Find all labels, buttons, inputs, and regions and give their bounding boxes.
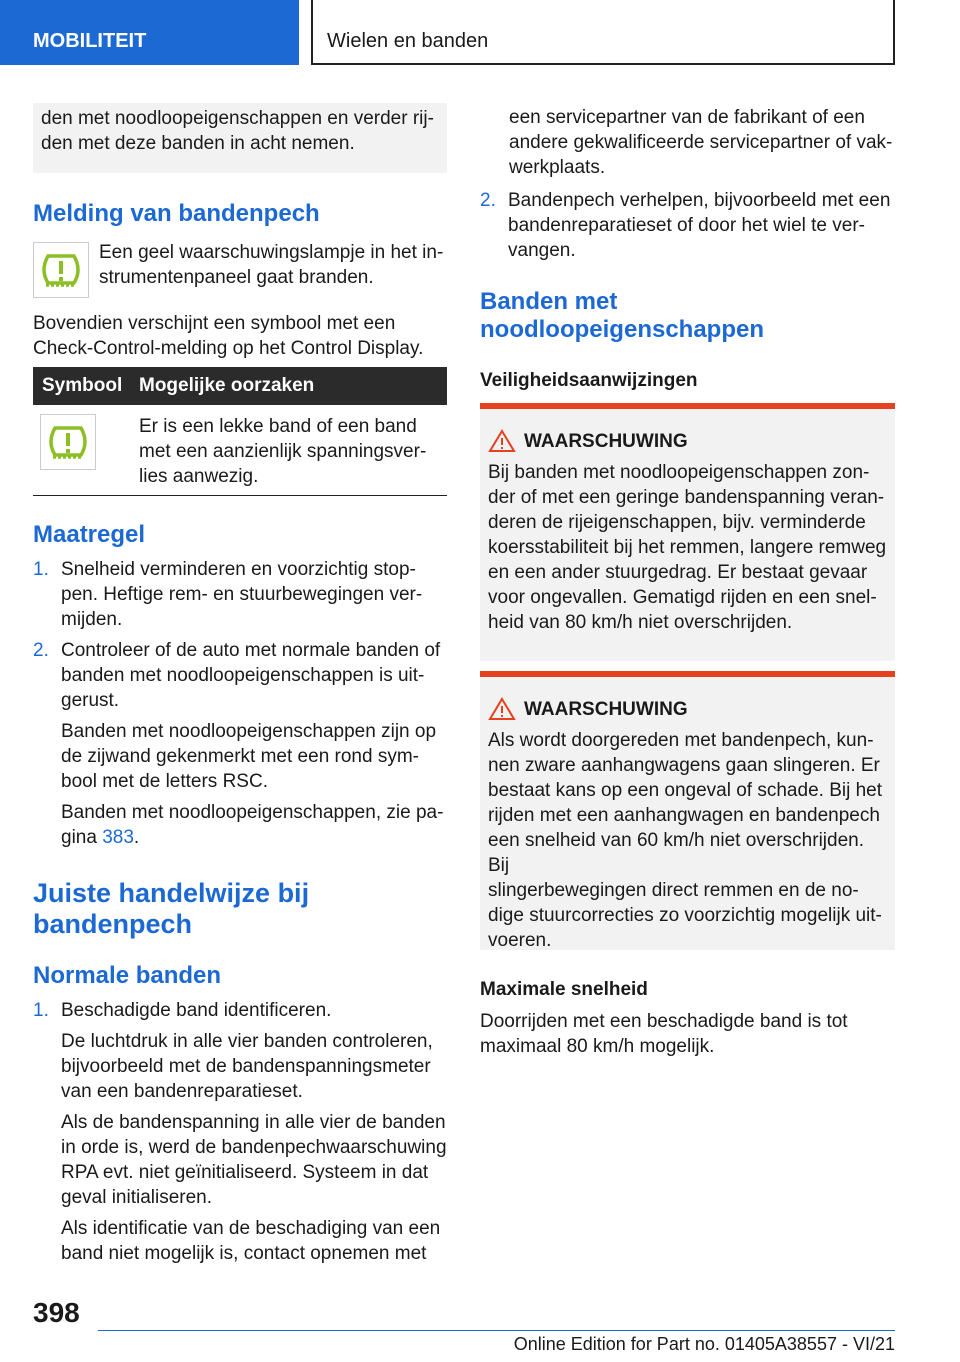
continued-list [480, 188, 900, 263]
table-divider [33, 495, 447, 496]
warning-text: heid van 80 km/h niet overschrijden. [488, 612, 793, 633]
max-speed-heading: Maximale snelheid [480, 979, 648, 1000]
step-text: gerust. [61, 690, 120, 711]
note-box [33, 103, 447, 173]
step-text: band niet mogelijk is, contact opnemen met [61, 1243, 427, 1264]
step-text [61, 825, 449, 850]
bovendien-text: Bovendien verschijnt een symbool met een [33, 313, 396, 334]
normale-list [33, 998, 449, 1266]
step-text: Banden met noodloopeigenschappen, zie pa- [61, 802, 444, 823]
heading-line: Juiste handelwijze bij [33, 878, 310, 908]
continued-step [509, 105, 899, 180]
step-text: een servicepartner van de fabrikant of een [509, 107, 865, 128]
table-col-oorzaken: Mogelijke oorzaken [139, 375, 315, 396]
footer-edition: Online Edition for Part no. 01405A38557 - VI/21 [513, 1334, 895, 1354]
page-link[interactable]: 383 [102, 827, 134, 848]
warning-text: Als wordt doorgereden met bandenpech, kun- [488, 730, 874, 751]
list-item [33, 638, 449, 850]
step-text: pen. Heftige rem- en stuurbewegingen ver- [61, 584, 423, 605]
step-text-part: . [133, 827, 140, 848]
warning-box [480, 403, 895, 661]
warning-text: rijden met een aanhangwagen en bandenpech [488, 805, 880, 826]
max-speed-text [480, 1009, 895, 1059]
step-text: Beschadigde band identificeren. [61, 1000, 332, 1021]
step-text: Als de bandenspanning in alle vier de banden [61, 1112, 446, 1133]
tire-pressure-warning-icon [33, 242, 89, 298]
table-cell-line: Er is een lekke band of een band [139, 416, 417, 437]
melding-text: strumentenpaneel gaat branden. [99, 267, 374, 288]
heading-line: bandenpech [33, 909, 193, 939]
warning-triangle-icon [488, 697, 516, 721]
melding-heading: Melding van bandenpech [33, 200, 320, 227]
bovendien-text: Check-Control-melding op het Control Display. [33, 338, 424, 359]
warning-box [480, 671, 895, 950]
warning-text: slingerbewegingen direct remmen en de no- [488, 880, 859, 901]
warning-text: bestaat kans op een ongeval of schade. Bij het [488, 780, 882, 801]
tire-pressure-warning-icon [40, 414, 96, 470]
safety-heading: Veiligheidsaanwijzingen [480, 370, 698, 391]
heading-line: noodloopeigenschappen [480, 316, 765, 343]
warning-title-text: WAARSCHUWING [524, 431, 688, 452]
section-tab: MOBILITEIT [0, 0, 299, 65]
step-text: bijvoorbeeld met de bandenspanningsmeter [61, 1056, 431, 1077]
warning-text: nen zware aanhangwagens gaan slingeren. Er [488, 755, 880, 776]
step-number: 1. [33, 559, 49, 580]
body-text: maximaal 80 km/h mogelijk. [480, 1036, 715, 1057]
chapter-title: Wielen en banden [311, 0, 895, 65]
step-text: van een bandenreparatieset. [61, 1081, 303, 1102]
page-number: 398 [33, 1297, 80, 1328]
list-item [33, 998, 449, 1266]
note-line: den met deze banden in acht nemen. [41, 133, 355, 154]
warning-text: voeren. [488, 930, 552, 951]
step-text: werkplaats. [509, 157, 606, 178]
maatregel-heading: Maatregel [33, 521, 146, 548]
body-text: Doorrijden met een beschadigde band is tot [480, 1011, 848, 1032]
step-text: Banden met noodloopeigenschappen zijn op [61, 721, 437, 742]
note-line: den met noodloopeigenschappen en verder rij- [41, 108, 434, 129]
table-col-symbool: Symbool [42, 375, 123, 396]
step-text: Bandenpech verhelpen, bijvoorbeeld met een [508, 190, 891, 211]
warning-title [488, 697, 887, 722]
table-cell-line: met een aanzienlijk spanningsver- [139, 441, 427, 462]
warning-text: dige stuurcorrecties zo voorzichtig mogelijk uit- [488, 905, 882, 926]
step-text: Snelheid verminderen en voorzichtig stop- [61, 559, 416, 580]
warning-text: der of met een geringe bandenspanning veran- [488, 487, 885, 508]
step-text: banden met noodloopeigenschappen is uit- [61, 665, 425, 686]
warning-text: Bij banden met noodloopeigenschappen zon- [488, 462, 870, 483]
footer-divider [98, 1330, 895, 1331]
table-header [33, 367, 447, 405]
normale-heading: Normale banden [33, 962, 222, 989]
step-text: andere gekwalificeerde servicepartner of vak- [509, 132, 893, 153]
step-number: 2. [33, 640, 49, 661]
step-text: in orde is, werd de bandenpechwaarschuwing [61, 1137, 447, 1158]
heading-line: Banden met [480, 288, 618, 315]
warning-text: en een ander stuurgedrag. Er bestaat gevaar [488, 562, 868, 583]
warning-text: koersstabiliteit bij het remmen, langere remweg [488, 537, 887, 558]
rsc-heading [480, 288, 764, 344]
melding-text: Een geel waarschuwingslampje in het in- [99, 242, 444, 263]
warning-text: een snelheid van 60 km/h niet overschrijden. Bij [488, 830, 865, 876]
juiste-heading [33, 878, 309, 940]
step-text: RPA evt. niet geïnitialiseerd. Systeem in dat [61, 1162, 429, 1183]
step-text: bandenreparatieset of door het wiel te ver- [508, 215, 865, 236]
table-cell-line: lies aanwezig. [139, 466, 259, 487]
list-item [33, 557, 449, 632]
warning-title [488, 429, 887, 454]
step-text: De luchtdruk in alle vier banden controleren, [61, 1031, 433, 1052]
step-text: bool met de letters RSC. [61, 771, 268, 792]
step-text: de zijwand gekenmerkt met een rond sym- [61, 746, 419, 767]
step-text: geval initialiseren. [61, 1187, 213, 1208]
warning-text: deren de rijeigenschappen, bijv. verminderde [488, 512, 866, 533]
step-number: 2. [480, 190, 496, 211]
warning-triangle-icon [488, 429, 516, 453]
step-text: Als identificatie van de beschadiging van een [61, 1218, 441, 1239]
warning-text: voor ongevallen. Gematigd rijden en een snel- [488, 587, 877, 608]
step-text: vangen. [508, 240, 576, 261]
list-item [480, 188, 900, 263]
warning-title-text: WAARSCHUWING [524, 699, 688, 720]
step-text: Controleer of de auto met normale banden of [61, 640, 441, 661]
step-text: mijden. [61, 609, 123, 630]
table-row [139, 414, 447, 489]
maatregel-list [33, 557, 449, 850]
step-number: 1. [33, 1000, 49, 1021]
step-text-part: gina [61, 827, 103, 848]
